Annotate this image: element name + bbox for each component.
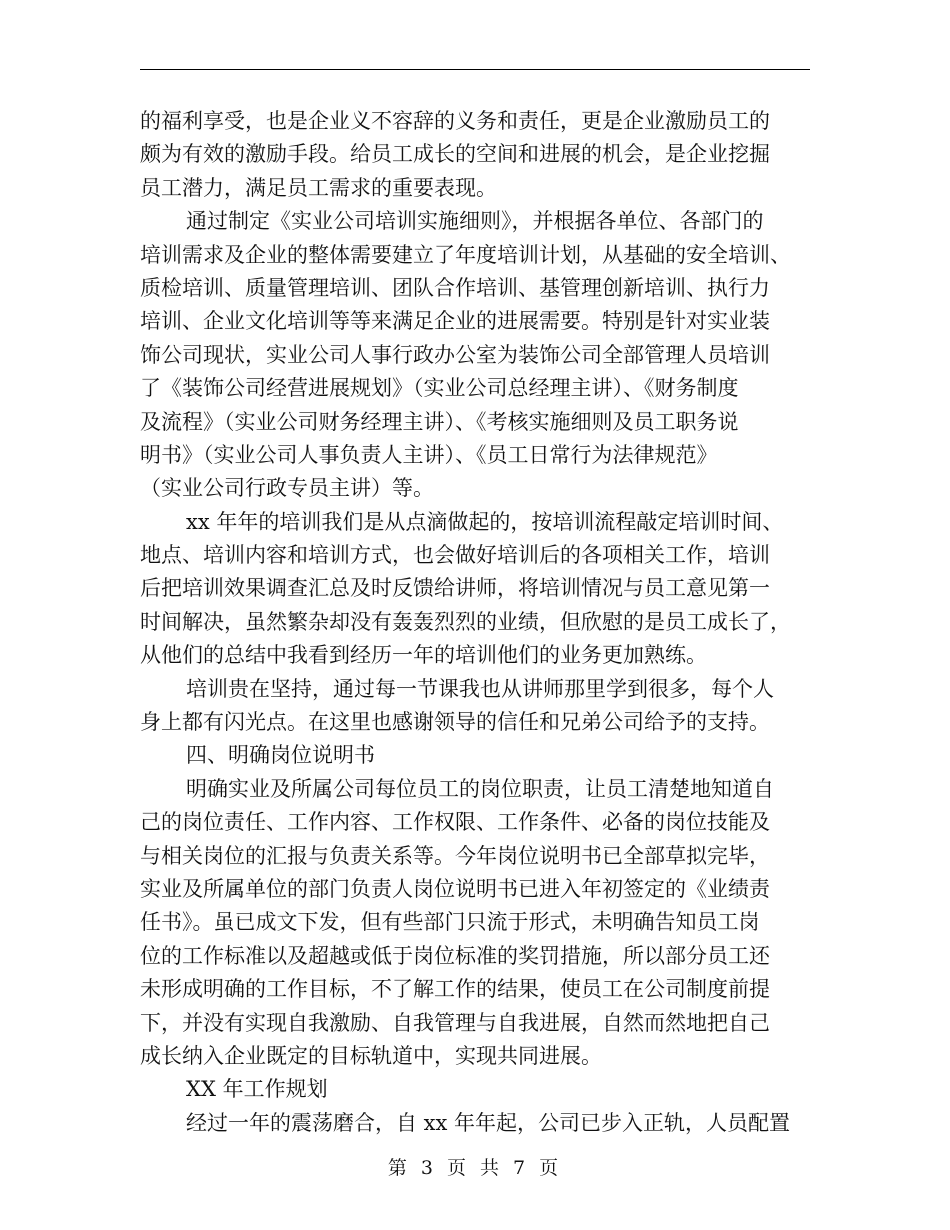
text-line: 及流程》（实业公司财务经理主讲）、《考核实施细则及员工职务说 <box>140 409 739 434</box>
header-rule <box>140 69 810 70</box>
text-line: 培训、企业文化培训等等来满足企业的进展需要。特别是针对实业装 <box>140 309 770 334</box>
text-line: 未形成明确的工作目标，不了解工作的结果，使员工在公司制度前提 <box>140 977 770 1002</box>
text-line: 实业及所属单位的部门负责人岗位说明书已进入年初签定的《业绩责 <box>140 876 770 901</box>
text-line: 饰公司现状，实业公司人事行政办公室为装饰公司全部管理人员培训 <box>140 342 770 367</box>
text-line: 明书》（实业公司人事负责人主讲）、《员工日常行为法律规范》 <box>140 442 718 467</box>
text-line: 与相关岗位的汇报与负责关系等。今年岗位说明书已全部草拟完毕， <box>140 843 770 868</box>
paragraph-first-line: 经过一年的震荡磨合，自 xx 年年起，公司已步入正轨，人员配置 <box>186 1110 791 1135</box>
page-number-footer: 第 3 页 共 7 页 <box>387 1157 563 1179</box>
paragraph-first-line: 培训贵在坚持，通过每一节课我也从讲师那里学到很多，每个人 <box>186 676 774 701</box>
text-line: 成长纳入企业既定的目标轨道中，实现共同进展。 <box>140 1043 602 1068</box>
paragraph-first-line: 通过制定《实业公司培训实施细则》，并根据各单位、各部门的 <box>186 209 764 234</box>
text-line: 任书》。虽已成文下发，但有些部门只流于形式，未明确告知员工岗 <box>140 910 760 935</box>
text-line: 质检培训、质量管理培训、团队合作培训、基管理创新培训、执行力 <box>140 275 770 300</box>
text-line: 从他们的总结中我看到经历一年的培训他们的业务更加熟练。 <box>140 643 707 668</box>
text-line: 地点、培训内容和培训方式，也会做好培训后的各项相关工作，培训 <box>140 543 770 568</box>
text-line: 培训需求及企业的整体需要建立了年度培训计划，从基础的安全培训、 <box>140 242 791 267</box>
text-line: 位的工作标准以及超越或低于岗位标准的奖罚措施，所以部分员工还 <box>140 943 770 968</box>
text-line: 身上都有闪光点。在这里也感谢领导的信任和兄弟公司给予的支持。 <box>140 710 770 735</box>
text-line: 员工潜力，满足员工需求的重要表现。 <box>140 175 497 200</box>
paragraph-first-line: 明确实业及所属公司每位员工的岗位职责，让员工清楚地知道自 <box>186 776 774 801</box>
text-line: 后把培训效果调查汇总及时反馈给讲师，将培训情况与员工意见第一 <box>140 576 770 601</box>
paragraph-first-line: xx 年年的培训我们是从点滴做起的，按培训流程敲定培训时间、 <box>186 509 784 534</box>
document-body <box>140 105 812 1140</box>
text-line: （实业公司行政专员主讲）等。 <box>140 476 434 501</box>
text-line: 己的岗位责任、工作内容、工作权限、工作条件、必备的岗位技能及 <box>140 810 770 835</box>
text-line: 下，并没有实现自我激励、自我管理与自我进展，自然而然地把自己 <box>140 1010 770 1035</box>
text-line: 颇为有效的激励手段。给员工成长的空间和进展的机会，是企业挖掘 <box>140 142 770 167</box>
text-line: 的福利享受，也是企业义不容辞的义务和责任，更是企业激励员工的 <box>140 109 770 133</box>
text-line: 时间解决，虽然繁杂却没有轰轰烈烈的业绩，但欣慰的是员工成长了， <box>140 609 791 634</box>
text-line: 了《装饰公司经营进展规划》（实业公司总经理主讲）、《财务制度 <box>140 376 739 401</box>
paragraph-first-line: 四、明确岗位说明书 <box>186 743 375 768</box>
paragraph-first-line: XX 年工作规划 <box>186 1077 328 1102</box>
